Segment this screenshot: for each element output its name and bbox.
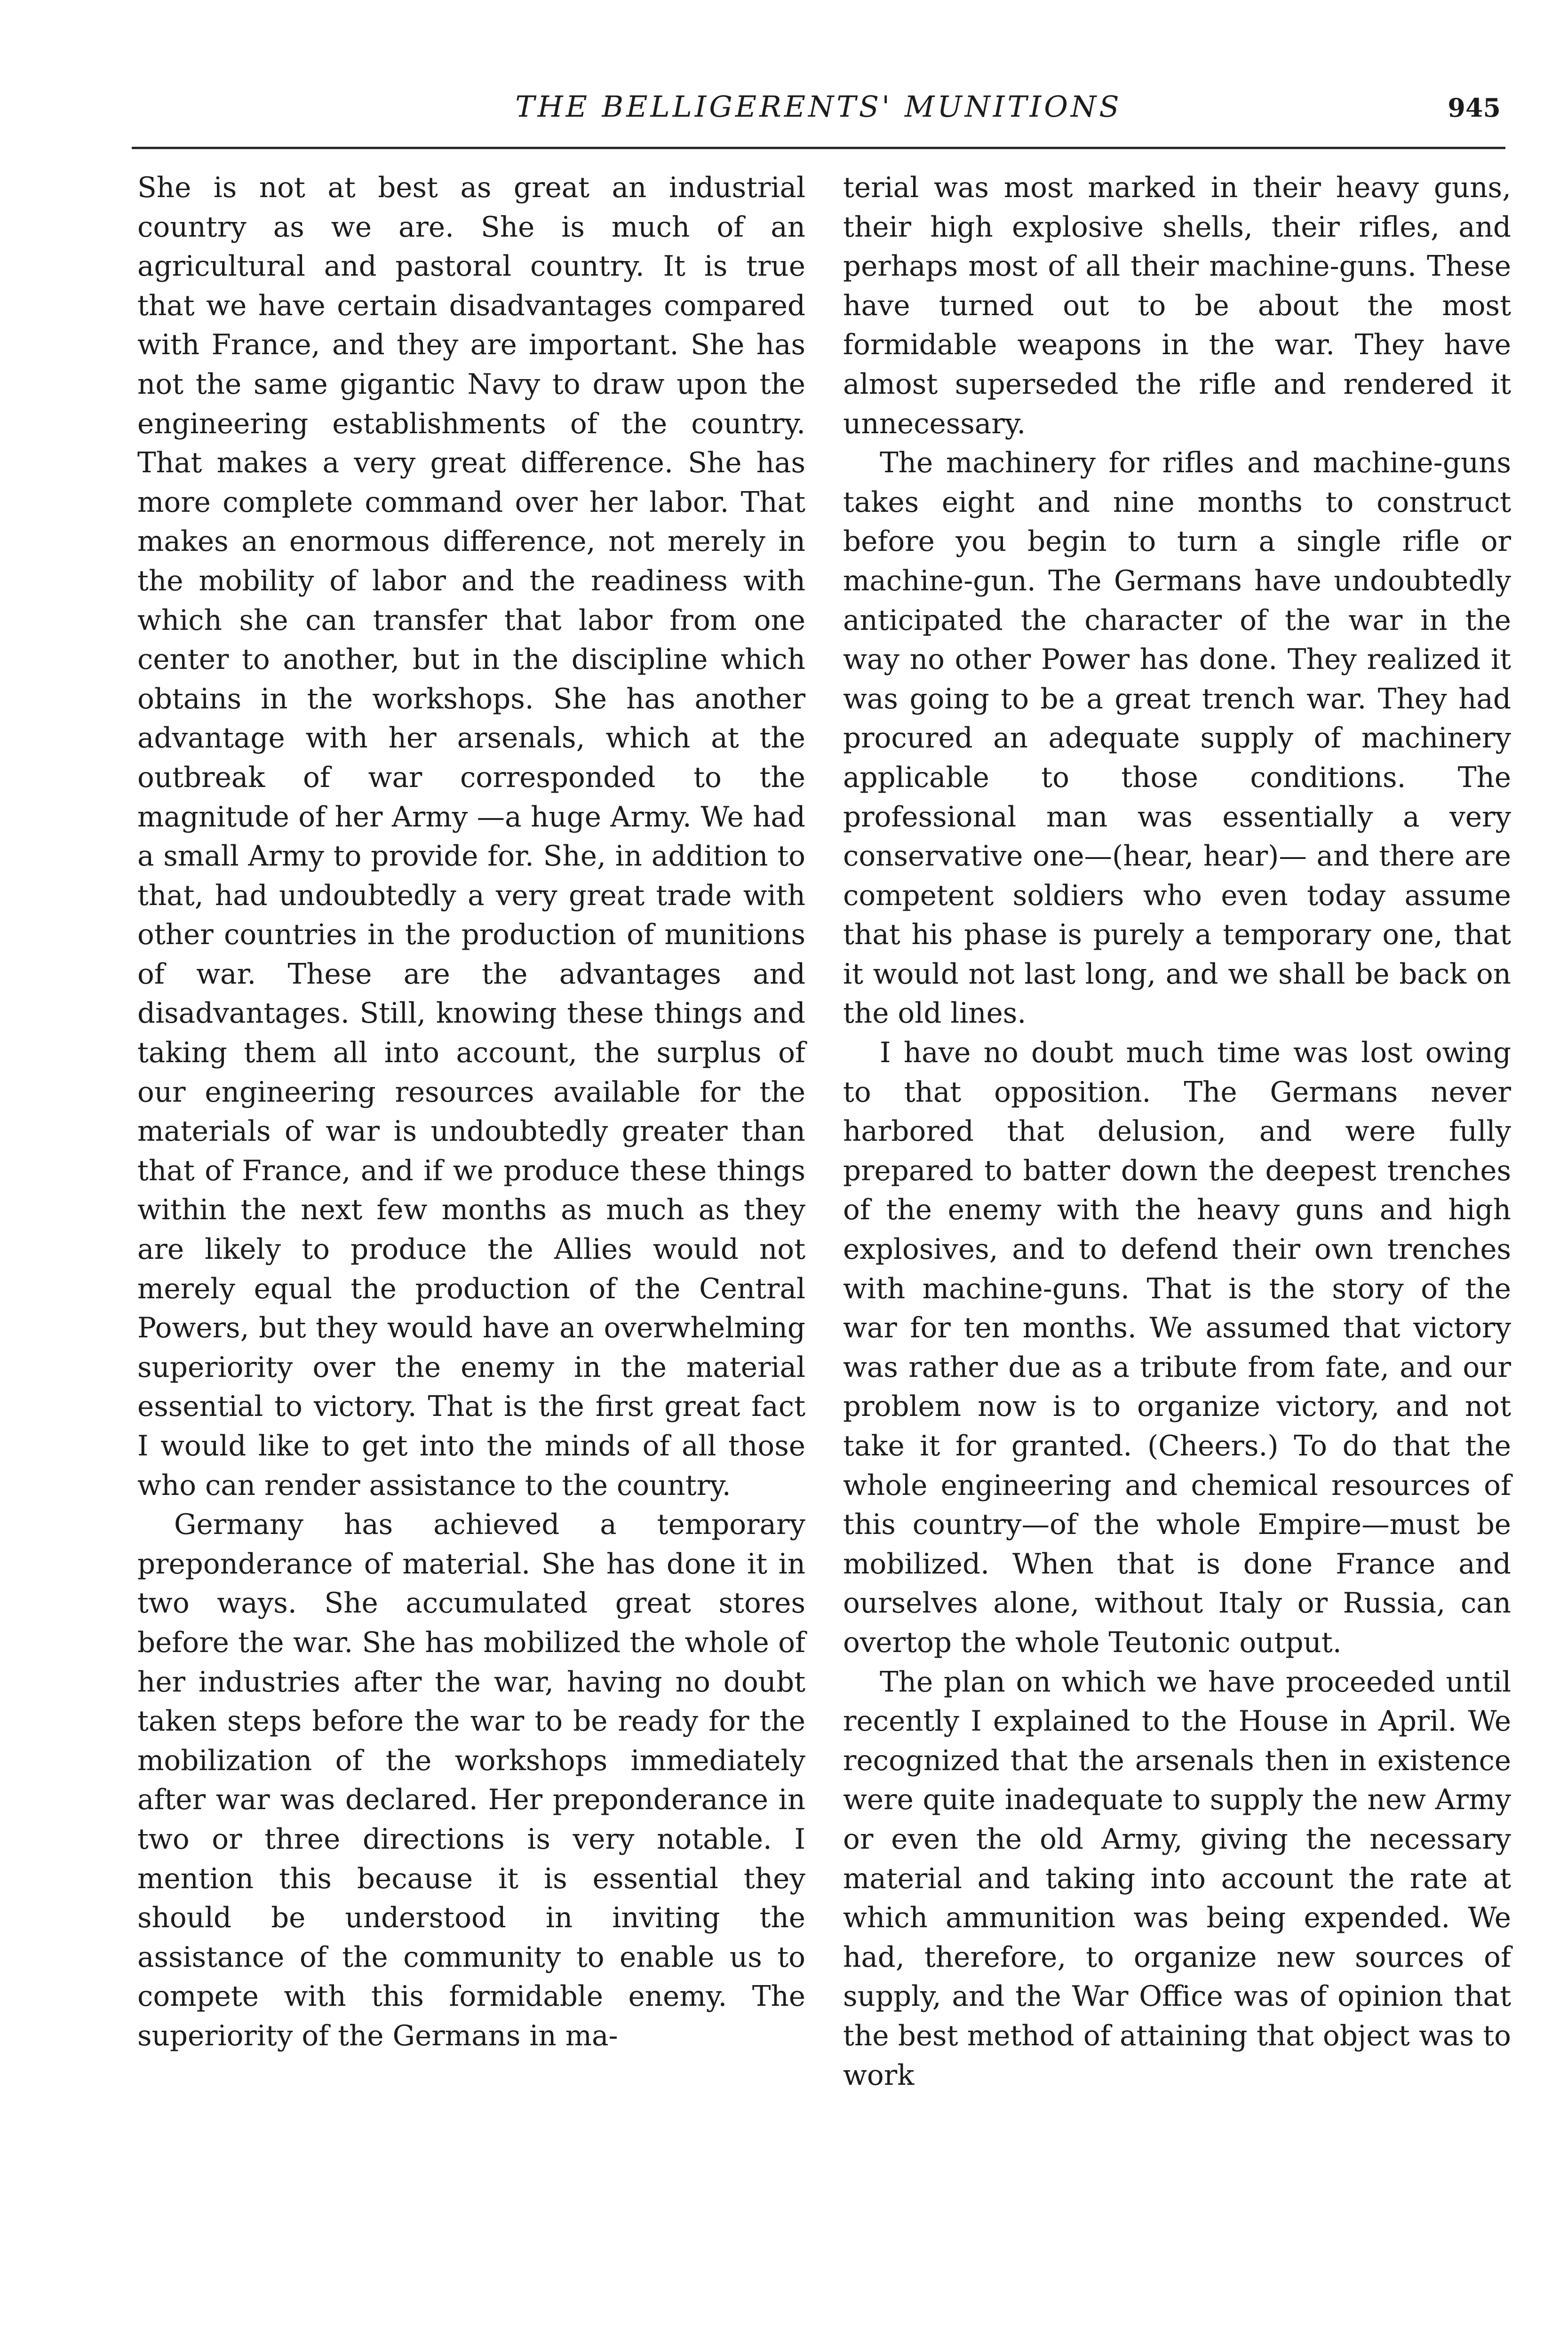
right-column: [843, 168, 1511, 2095]
header-rule: [132, 147, 1505, 149]
running-head: [132, 86, 1505, 137]
paragraph: Germany has achieved a temporary preponderance of material. She has done it in two ways. She accumulated great stores before the war. She has mobilized the whole of her industries after the war, having no doubt taken steps before the war to be ready for the mobilization of the workshops immediately after war was declared. Her preponderance in two or three directions is very notable. I mention this because it is essential they should be understood in inviting the assistance of the community to enable us to compete with this formidable enemy. The superiority of the Germans in ma-: [137, 1509, 805, 2052]
page-number: 945: [1448, 93, 1501, 123]
left-column: [137, 168, 805, 2056]
paragraph: The plan on which we have proceeded until recently I explained to the House in April. We recognized that the arsenals then in existence were quite inadequate to supply the new Army or even the old Army, giving the necessary material and taking into account the rate at which ammunition was being expended. We had, therefore, to organize new sources of supply, and the War Office was of opinion that the best method of attaining that object was to work: [843, 1666, 1511, 2092]
paragraph: terial was most marked in their heavy guns, their high explosive shells, their rifles, and perhaps most of all their machine-guns. These have turned out to be about the most formidable weapons in the war. They have almost superseded the rifle and rendered it unnecessary.: [843, 172, 1511, 440]
running-title: THE BELLIGERENTS' MUNITIONS: [515, 89, 1122, 124]
paragraph: The machinery for rifles and machine-guns takes eight and nine months to construct before you begin to turn a single rifle or machine-gun. The Germans have undoubtedly anticipated the character of the war in the way no other Power has done. They realized it was going to be a great trench war. They had procured an adequate supply of machinery applicable to those conditions. The professional man was essentially a very conservative one—(hear, hear)— and there are competent soldiers who even today assume that his phase is purely a temporary one, that it would not last long, and we shall be back on the old lines.: [843, 447, 1511, 1030]
paragraph: I have no doubt much time was lost owing to that opposition. The Germans never harbored that delusion, and were fully prepared to batter down the deepest trenches of the enemy with the heavy guns and high explosives, and to defend their own trenches with machine-guns. That is the story of the war for ten months. We assumed that victory was rather due as a tribute from fate, and our problem now is to organize victory, and not take it for granted. (Cheers.) To do that the whole engineering and chemical resources of this country—of the whole Empire—must be mobilized. When that is done France and ourselves alone, without Italy or Russia, can overtop the whole Teutonic output.: [843, 1037, 1511, 1659]
paragraph: She is not at best as great an industrial country as we are. She is much of an agricultural and pastoral country. It is true that we have certain disadvantages compared with France, and they are important. She has not the same gigantic Navy to draw upon the engineering establishments of the country. That makes a very great difference. She has more complete command over her labor. That makes an enormous difference, not merely in the mobility of labor and the readiness with which she can transfer that labor from one center to another, but in the discipline which obtains in the workshops. She has another advantage with her arsenals, which at the outbreak of war corresponded to the magnitude of her Army —a huge Army. We had a small Army to provide for. She, in addition to that, had undoubtedly a very great trade with other countries in the production of munitions of war. These are the advantages and disadvantages. Still, knowing these things and taking them all into account, the surplus of our engineering resources available for the materials of war is undoubtedly greater than that of France, and if we produce these things within the next few months as much as they are likely to produce the Allies would not merely equal the production of the Central Powers, but they would have an overwhelming superiority over the enemy in the material essential to victory. That is the first great fact I would like to get into the minds of all those who can render assistance to the country.: [137, 172, 805, 1502]
